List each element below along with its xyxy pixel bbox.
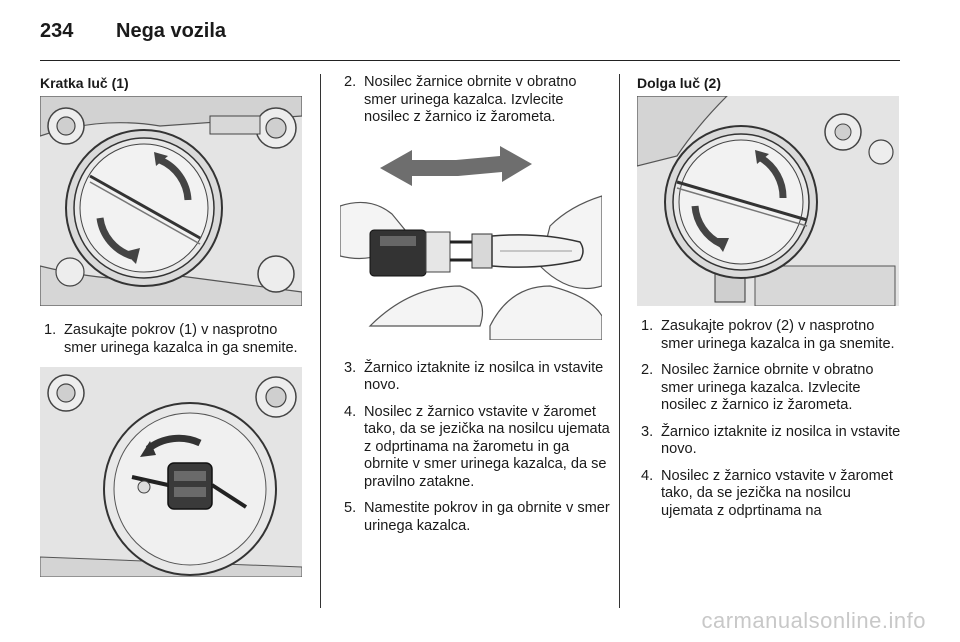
section-title-high-beam: Dolga luč (2) (637, 75, 722, 91)
column-left (40, 74, 308, 577)
list-item: 5. Namestite pokrov in ga obrnite v smer urinega kazalca. (344, 500, 610, 534)
steps-middle-top (340, 74, 610, 127)
illustration-remove-bulb (340, 136, 602, 340)
illustration-high-beam-cover (637, 96, 899, 306)
list-item: 1. Zasukajte pokrov (1) v nasprotno smer urinega kazalca in ga snemite. (44, 322, 298, 356)
header-divider (40, 60, 900, 61)
illustration-low-beam-bulb-holder (40, 367, 302, 577)
section-title-low-beam: Kratka luč (1) (40, 75, 129, 91)
steps-high-beam (637, 318, 905, 520)
watermark: carmanualsonline.info (701, 608, 926, 633)
column-right (637, 74, 905, 529)
list-item: 2. Nosilec žarnice obrnite v obratno smer urinega kazalca. Izvlecite nosilec z žarnico iz žarometa. (344, 74, 577, 125)
page-number: 234 (40, 20, 74, 42)
list-item: 2. Nosilec žarnice obrnite v obratno smer urinega kazalca. Izvlecite nosilec z žarnico iz žarometa. (641, 362, 874, 413)
list-item: 1. Zasukajte pokrov (2) v nasprotno smer urinega kazalca in ga snemite. (641, 318, 895, 352)
page-title: Nega vozila (116, 20, 227, 42)
column-divider-right (619, 74, 620, 608)
column-middle (340, 74, 610, 544)
page-header (40, 14, 900, 58)
column-divider-left (320, 74, 321, 608)
illustration-low-beam-cover (40, 96, 302, 306)
steps-low-beam (40, 322, 308, 357)
list-item: 4. Nosilec z žarnico vstavite v žaromet tako, da se jezička na nosilcu ujemata z odprtinama na (641, 467, 893, 519)
list-item: 4. Nosilec z žarnico vstavite v žaromet tako, da se jezička na nosilcu ujemata z odprtinama na žarometu in ga obrnite v smer urinega kazalca, da se pravilno zatakne. (344, 403, 610, 490)
list-item: 3. Žarnico iztaknite iz nosilca in vstavite novo. (641, 423, 901, 457)
list-item: 3. Žarnico iztaknite iz nosilca in vstavite novo. (344, 359, 604, 393)
steps-middle-bottom (340, 360, 610, 536)
